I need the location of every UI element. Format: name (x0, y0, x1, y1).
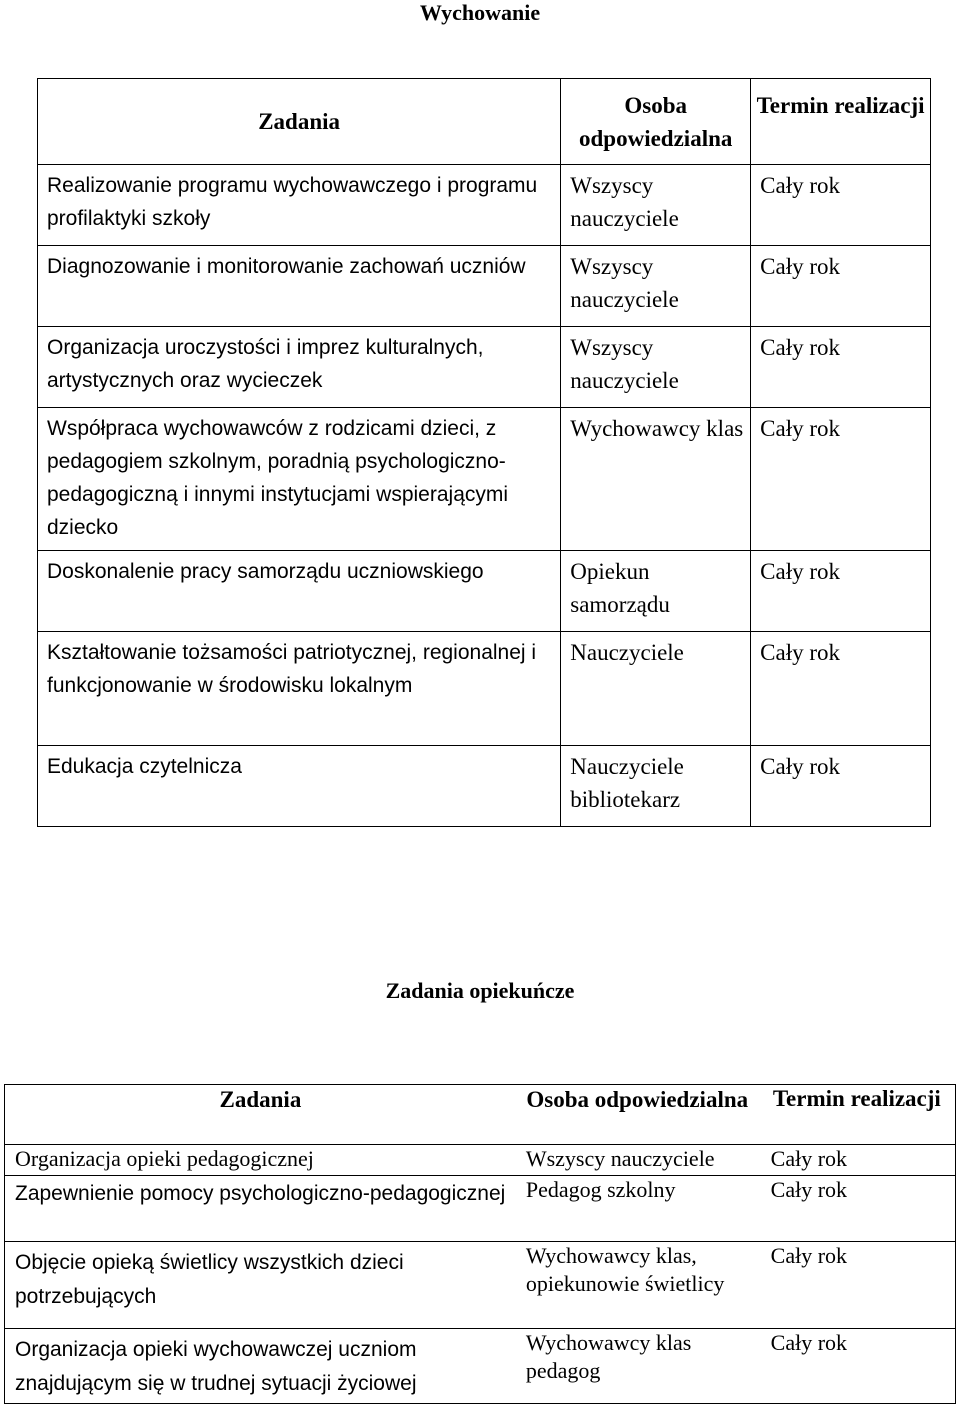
table-row (38, 551, 931, 632)
cell-osoba: Wychowawcy klas (561, 408, 751, 551)
header-termin: Termin realizacji (759, 1085, 956, 1145)
cell-termin: Cały rok (751, 408, 931, 551)
cell-zadanie: Kształtowanie tożsamości patriotycznej, regionalnej i funkcjonowanie w środowisku lokalnym (38, 632, 561, 746)
cell-termin: Cały rok (751, 551, 931, 632)
cell-termin: Cały rok (751, 632, 931, 746)
cell-termin: Cały rok (751, 246, 931, 327)
cell-termin: Cały rok (751, 165, 931, 246)
cell-zadanie: Objęcie opieką świetlicy wszystkich dzieci potrzebujących (5, 1242, 516, 1329)
cell-zadanie: Organizacja uroczystości i imprez kulturalnych, artystycznych oraz wycieczek (38, 327, 561, 408)
table-row (38, 746, 931, 827)
cell-osoba: Opiekun samorządu (561, 551, 751, 632)
header-termin: Termin realizacji (751, 79, 931, 165)
cell-osoba: Nauczyciele bibliotekarz (561, 746, 751, 827)
cell-termin: Cały rok (759, 1145, 956, 1176)
heading-zadania-opiekuncze: Zadania opiekuńcze (385, 978, 575, 1003)
cell-zadanie: Diagnozowanie i monitorowanie zachowań uczniów (38, 246, 561, 327)
table-header-row (5, 1085, 956, 1145)
table-wychowanie (37, 78, 931, 827)
cell-osoba: Wszyscy nauczyciele (516, 1145, 759, 1176)
cell-osoba: Nauczyciele (561, 632, 751, 746)
table-row (5, 1242, 956, 1329)
header-osoba: Osoba odpowiedzialna (516, 1085, 759, 1145)
header-osoba: Osoba odpowiedzialna (561, 79, 751, 165)
cell-osoba: Wszyscy nauczyciele (561, 165, 751, 246)
table-row (38, 246, 931, 327)
heading-wychowanie: Wychowanie (419, 0, 541, 25)
cell-zadanie: Realizowanie programu wychowawczego i programu profilaktyki szkoły (38, 165, 561, 246)
cell-zadanie: Doskonalenie pracy samorządu uczniowskiego (38, 551, 561, 632)
table-row (38, 327, 931, 408)
cell-zadanie: Organizacja opieki wychowawczej uczniom znajdującym się w trudnej sytuacji życiowej (5, 1329, 516, 1404)
cell-osoba: Wychowawcy klas, opiekunowie świetlicy (516, 1242, 759, 1329)
cell-osoba: Wszyscy nauczyciele (561, 246, 751, 327)
cell-zadanie: Zapewnienie pomocy psychologiczno-pedagogicznej (5, 1176, 516, 1242)
cell-zadanie: Organizacja opieki pedagogicznej (5, 1145, 516, 1176)
table-zadania-opiekuncze (4, 1084, 956, 1404)
cell-termin: Cały rok (759, 1176, 956, 1242)
table-row (38, 632, 931, 746)
table-header-row (38, 79, 931, 165)
table-row (5, 1145, 956, 1176)
cell-osoba: Wychowawcy klas pedagog (516, 1329, 759, 1404)
cell-termin: Cały rok (759, 1242, 956, 1329)
cell-termin: Cały rok (751, 746, 931, 827)
header-zadania: Zadania (38, 79, 561, 165)
cell-zadanie: Edukacja czytelnicza (38, 746, 561, 827)
table-row (38, 165, 931, 246)
cell-zadanie: Współpraca wychowawców z rodzicami dzieci, z pedagogiem szkolnym, poradnią psychologiczno-pedagogiczną i innymi instytucjami wspierającymi dziecko (38, 408, 561, 551)
table-row (38, 408, 931, 551)
cell-termin: Cały rok (759, 1329, 956, 1404)
cell-osoba: Pedagog szkolny (516, 1176, 759, 1242)
header-zadania: Zadania (5, 1085, 516, 1145)
cell-osoba: Wszyscy nauczyciele (561, 327, 751, 408)
cell-termin: Cały rok (751, 327, 931, 408)
table-row (5, 1329, 956, 1404)
table-row (5, 1176, 956, 1242)
